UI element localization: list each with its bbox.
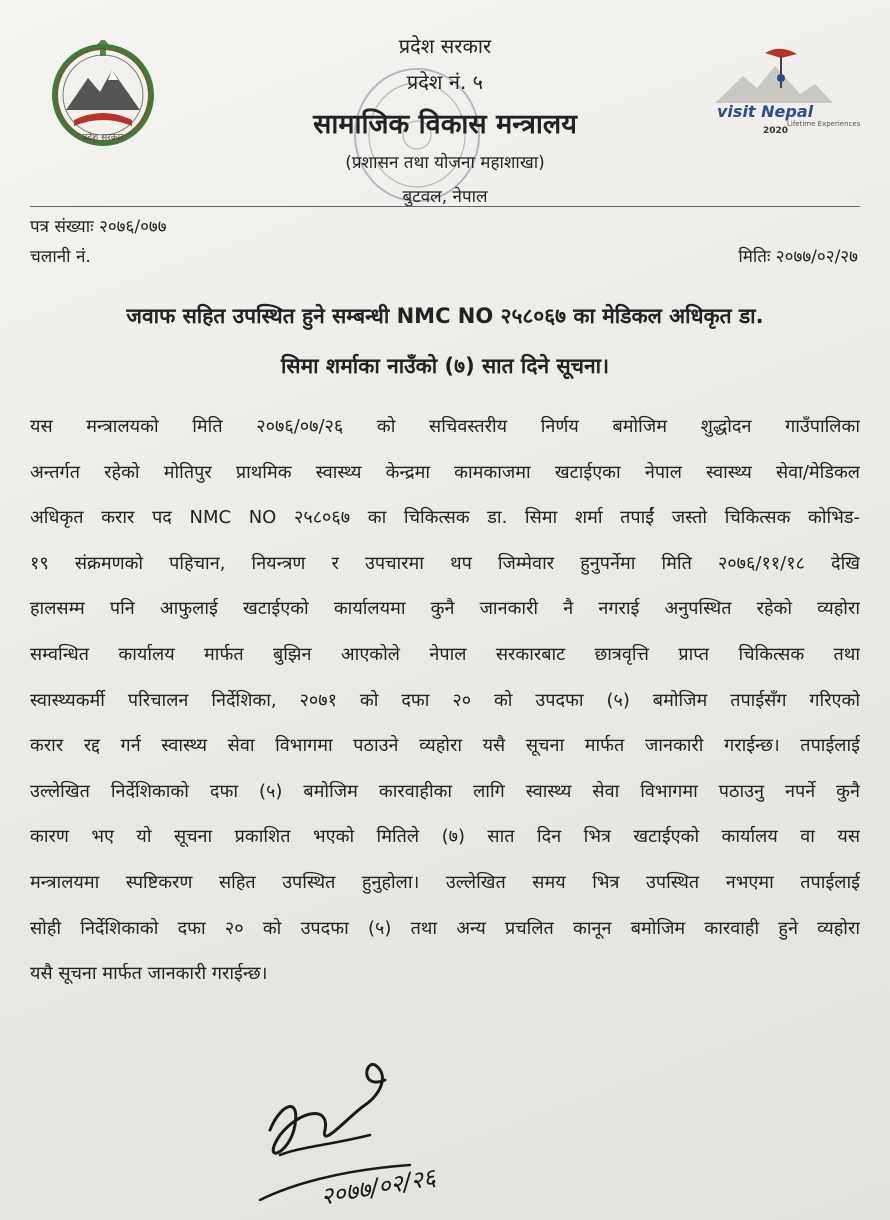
signature-date: २०७७/०२/२६ xyxy=(318,1163,438,1211)
visit-nepal-text: visit Nepal xyxy=(717,102,814,121)
header-location: बुटवल, नेपाल xyxy=(402,187,488,207)
body-line: स्वास्थ्यकर्मी परिचालन निर्देशिका, २०७१ को दफा २० को उपदफा (५) बमोजिम तपाईसँग गरिएको xyxy=(30,689,860,711)
body-line: सोही निर्देशिकाको दफा २० को उपदफा (५) तथा अन्य प्रचलित कानून बमोजिम कारवाही हुने व्यहोरा xyxy=(30,917,860,939)
visit-nepal-year: 2020 xyxy=(763,126,789,136)
header-ministry: सामाजिक विकास मन्त्रालय xyxy=(313,109,577,140)
notice-body xyxy=(30,404,860,997)
letter-date: मितिः २०७७/०२/२७ xyxy=(738,247,858,267)
header-divider xyxy=(30,206,860,207)
body-line: अन्तर्गत रहेको मोतिपुर प्राथमिक स्वास्थ्य केन्द्रमा कामकाजमा खटाईएका नेपाल स्वास्थ्य सेवा/मेडिकल xyxy=(30,461,860,483)
emblem-caption: प्रदेश सरकार xyxy=(82,133,124,143)
header-province: प्रदेश नं. ५ xyxy=(406,70,484,94)
body-line: अधिकृत करार पद NMC NO २५८०६७ का चिकित्सक डा. सिमा शर्मा तपाईं जस्तो चिकित्सक कोभिड- xyxy=(30,507,860,529)
body-line: हालसम्म पनि आफुलाई खटाईएको कार्यालयमा कुनै जानकारी नै नगराई अनुपस्थित रहेको व्यहोरा xyxy=(30,598,860,620)
body-line: कारण भए यो सूचना प्रकाशित भएको मितिले (७) सात दिन भित्र खटाईएको कार्यालय वा यस xyxy=(30,826,860,848)
header-government: प्रदेश सरकार xyxy=(398,34,492,58)
body-line: सम्वन्धित कार्यालय मार्फत बुझिन आएकोले नेपाल सरकारबाट छात्रवृत्ति प्राप्त चिकित्सक तथा xyxy=(30,643,860,665)
body-line: यसै सूचना मार्फत जानकारी गराईन्छ। xyxy=(30,963,268,985)
body-line: मन्त्रालयमा स्पष्टिकरण सहित उपस्थित हुनुहोला। उल्लेखित समय भित्र उपस्थित नभएमा तपाईलाई xyxy=(30,871,860,893)
header-division: (प्रशासन तथा योजना महाशाखा) xyxy=(345,153,545,173)
dispatch-number: चलानी नं. xyxy=(30,247,91,267)
body-line: १९ संक्रमणको पहिचान, नियन्त्रण र उपचारमा थप जिम्मेवार हुनुपर्नेमा मिति २०७६/११/१८ देखि xyxy=(30,552,860,574)
body-line: उल्लेखित निर्देशिकाको दफा (५) बमोजिम कारवाहीका लागि स्वास्थ्य सेवा विभागमा पठाउनु नपर्ने कुनै xyxy=(30,780,860,802)
letter-number: पत्र संख्याः २०७६/०७७ xyxy=(30,217,167,237)
body-line: यस मन्त्रालयको मिति २०७६/०७/२६ को सचिवस्तरीय निर्णय बमोजिम शुद्धोदन गाउँपालिका xyxy=(30,416,860,437)
notice-title-line-1: जवाफ सहित उपस्थित हुने सम्बन्धी NMC NO २५८०६७ का मेडिकल अधिकृत डा. xyxy=(126,304,764,328)
body-line: करार रद्द गर्न स्वास्थ्य सेवा विभागमा पठाउने व्यहोरा यसै सूचना मार्फत जानकारी गराईन्छ। तपाईलाई xyxy=(30,735,860,757)
notice-title-line-2: सिमा शर्माका नाउँको (७) सात दिने सूचना। xyxy=(280,354,610,378)
visit-nepal-subtitle: Lifetime Experiences xyxy=(787,120,861,128)
